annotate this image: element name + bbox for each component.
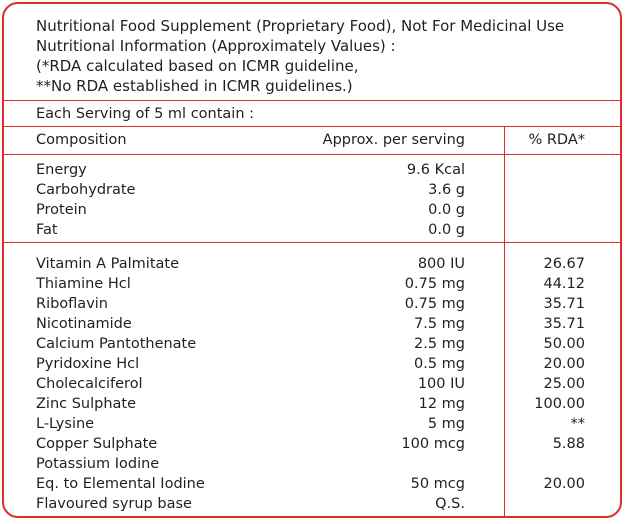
header-line-1: Nutritional Food Supplement (Proprietary Food), Not For Medicinal Use	[36, 17, 565, 35]
nutrient-name: Flavoured syrup base	[36, 496, 192, 512]
header-line-3: (*RDA calculated based on ICMR guideline,	[36, 57, 359, 75]
nutrient-amount: 0.0 g	[428, 222, 465, 238]
header-line-2: Nutritional Information (Approximately Values) :	[36, 37, 396, 55]
nutrient-amount: 50 mcg	[410, 476, 465, 492]
nutrient-name: Cholecalciferol	[36, 376, 143, 392]
nutrient-name: Nicotinamide	[36, 316, 132, 332]
nutrient-amount: 800 IU	[417, 256, 465, 272]
nutrient-name: Calcium Pantothenate	[36, 336, 197, 352]
nutrition-table	[2, 2, 622, 518]
column-composition: Composition	[36, 132, 127, 148]
nutrient-name: Zinc Sulphate	[36, 396, 137, 412]
nutrient-rda: 35.71	[543, 296, 585, 312]
nutrient-rda: 35.71	[543, 316, 585, 332]
nutrient-name: L-Lysine	[36, 416, 95, 432]
column-rda: % RDA*	[528, 132, 585, 148]
nutrient-name: Carbohydrate	[36, 182, 136, 198]
nutrient-amount: 0.75 mg	[404, 276, 465, 292]
nutrient-rda: **	[570, 416, 585, 432]
nutrient-amount: 100 mcg	[401, 436, 465, 452]
nutrient-rda: 20.00	[543, 476, 585, 492]
nutrient-amount: 0.0 g	[428, 202, 465, 218]
divider-columns	[4, 154, 620, 155]
divider-macros	[4, 242, 620, 243]
nutrient-amount: 9.6 Kcal	[406, 162, 465, 178]
nutrient-amount: 12 mg	[418, 396, 465, 412]
nutrient-amount: 0.75 mg	[404, 296, 465, 312]
nutrient-name: Eq. to Elemental Iodine	[36, 476, 205, 492]
header-line-4: **No RDA established in ICMR guidelines.)	[36, 77, 353, 95]
nutrient-rda: 5.88	[552, 436, 585, 452]
nutrient-name: Thiamine Hcl	[36, 276, 131, 292]
nutrient-rda: 26.67	[543, 256, 585, 272]
nutrient-name: Copper Sulphate	[36, 436, 158, 452]
nutrient-rda: 50.00	[543, 336, 585, 352]
nutrient-name: Vitamin A Palmitate	[36, 256, 180, 272]
nutrient-amount: 2.5 mg	[414, 336, 465, 352]
nutrient-amount: 3.6 g	[428, 182, 465, 198]
serving-size: Each Serving of 5 ml contain :	[36, 106, 255, 122]
nutrient-amount: 0.5 mg	[414, 356, 465, 372]
divider-header	[4, 100, 620, 101]
nutrient-name: Energy	[36, 162, 87, 178]
nutrient-rda: 44.12	[543, 276, 585, 292]
column-per-serving: Approx. per serving	[322, 132, 465, 148]
nutrient-amount: 5 mg	[427, 416, 465, 432]
nutrient-name: Fat	[36, 222, 58, 238]
divider-serving	[4, 126, 620, 127]
nutrient-amount: Q.S.	[435, 496, 465, 512]
nutrient-rda: 20.00	[543, 356, 585, 372]
nutrient-name: Pyridoxine Hcl	[36, 356, 140, 372]
column-divider	[504, 126, 505, 516]
nutrient-name: Potassium Iodine	[36, 456, 160, 472]
nutrient-name: Riboflavin	[36, 296, 108, 312]
nutrient-rda: 100.00	[534, 396, 585, 412]
nutrient-name: Protein	[36, 202, 87, 218]
nutrient-rda: 25.00	[543, 376, 585, 392]
nutrient-amount: 100 IU	[417, 376, 465, 392]
nutrient-amount: 7.5 mg	[414, 316, 465, 332]
